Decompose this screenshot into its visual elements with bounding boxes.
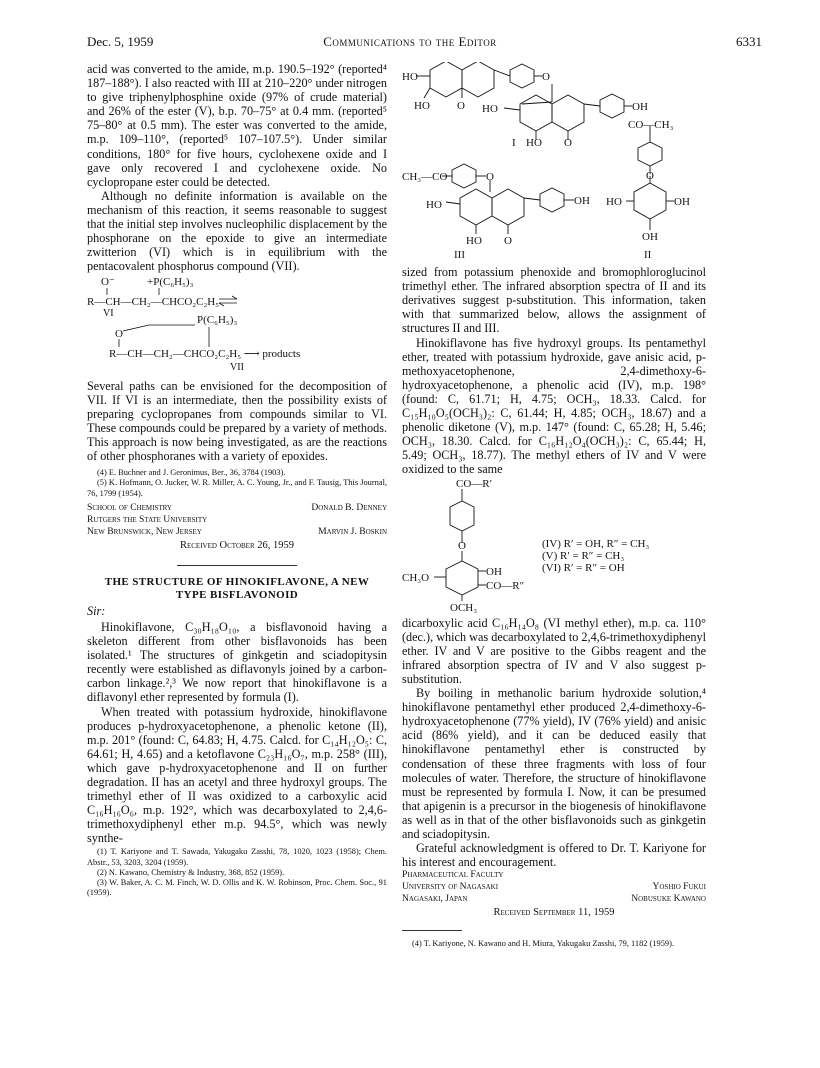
pph3-plus-label: +P(C₆H₅)₃ bbox=[147, 276, 194, 289]
salutation: Sir: bbox=[87, 603, 106, 618]
affiliation: New Brunswick, New Jersey bbox=[87, 525, 202, 537]
o-minus-label: O⁻ bbox=[101, 276, 115, 289]
left-column bbox=[87, 62, 387, 898]
article-title bbox=[87, 576, 387, 602]
article-title-line: THE STRUCTURE OF HINOKIFLAVONE, A NEW bbox=[104, 575, 370, 588]
ho-label: HO bbox=[482, 103, 498, 115]
affiliation: School of Chemistry bbox=[87, 501, 172, 513]
o-label: O bbox=[457, 100, 465, 112]
legend-iv: (IV) R′ = OH, R″ = CH₃ bbox=[542, 537, 650, 550]
o-label: O bbox=[115, 328, 123, 341]
affiliation-row bbox=[402, 869, 706, 881]
affiliation: University of Nagasaki bbox=[402, 881, 499, 893]
oh-label: OH bbox=[574, 195, 590, 207]
legend-v: (V) R′ = R″ = CH₃ bbox=[542, 549, 625, 562]
paragraph: By boiling in methanolic barium hydroxide solution,⁴ hinokiflavone pentamethyl ether produced 2,4-dimethoxy-6-hydroxyacetophenone (77% yield), IV (76% yield) and anisic acid (86% yield), and it can be deduced easily that hinokiflavone pentamethyl ether is constructed by condensation of these three fragments with loss of four molecules of water. Therefore, the structure of hinokiflavone must be represented by formula I. Now, it can be presumed that apigenin is a precursor in the biogenesis of hinokiflavone as well as in that of the other bisflavonoids such as ginkgetin and sciadopitysin. bbox=[402, 686, 706, 841]
affiliation: Nagasaki, Japan bbox=[402, 893, 468, 905]
paragraph: Although no definite information is available on the mechanism of this reaction, it seems reasonable to suggest that the initial step involves nucleophilic displacement by the phosphorane on the epoxide to give an intermediate zwitterion (VI) which is in equilibrium with the pentacovalent phosphorus compound (VII). bbox=[87, 188, 387, 274]
pph3-label: P(C₆H₅)₃ bbox=[197, 314, 238, 327]
divider bbox=[402, 930, 462, 931]
footnote: (5) K. Hofmann, O. Jucker, W. R. Miller, A. C. Young, Jr., and F. Tausig, This Journal, 76, 1799 (1954). bbox=[87, 478, 387, 498]
o-label: O bbox=[564, 137, 572, 149]
oh-label: OH bbox=[486, 565, 502, 578]
vii-formula: R—CH—CH₂—CHCO₂C₂H₅ ⟶ products bbox=[109, 348, 301, 361]
right-column bbox=[402, 62, 706, 950]
vii-label: VII bbox=[230, 361, 244, 373]
author-name: Marvin J. Boskin bbox=[318, 525, 387, 537]
paragraph: sized from potassium phenoxide and bromophloroglucinol trimethyl ether. The infrared absorption spectra of II and its derivatives suggest p-substitution. This information, taken with that summarized below, allows the assignment of structures II and III. bbox=[402, 265, 706, 336]
o-label: O bbox=[542, 71, 550, 83]
footnote: (4) T. Kariyone, N. Kawano and H. Miura, Yakugaku Zasshi, 79, 1182 (1959). bbox=[412, 939, 674, 949]
oh-label: OH bbox=[632, 101, 648, 113]
author-name: Donald B. Denney bbox=[311, 501, 387, 513]
o-label: O bbox=[458, 539, 466, 552]
label-iii: III bbox=[454, 249, 465, 261]
affiliation-row bbox=[87, 502, 387, 514]
co-ch3-label: CO—CH₃ bbox=[628, 119, 674, 131]
reaction-scheme-vi-vii bbox=[87, 273, 387, 361]
affiliation-row bbox=[87, 526, 387, 538]
ho-label: HO bbox=[466, 235, 482, 247]
ho-label: HO bbox=[606, 196, 622, 208]
ho-label: HO bbox=[526, 137, 542, 149]
footnote: (1) T. Kariyone and T. Sawada, Yakugaku Zasshi, 78, 1020, 1023 (1958); Chem. Abstr., 53, 3203, 3204 (1959). bbox=[87, 847, 387, 867]
label-i: I bbox=[512, 137, 516, 149]
ho-label: HO bbox=[402, 71, 418, 83]
paragraph: acid was converted to the amide, m.p. 190.5–192° (reported⁴ 187–188°). I also reacted with III at 210–220° under nitrogen to give triphenylphosphine oxide (97% of crude material) and 26% of the ester (V), b.p. 70–75° at 0.4 mm. (reported⁵ 75–80° at 0.5 mm). The ester was converted to the amide, m.p. 109–110°, (reported⁵ 107–107.5°). Under similar conditions, 180° for five hours, cyclohexene oxide and I gave only recovered I and cyclohexene oxide. No cyclopropane ester could be detected. bbox=[87, 62, 387, 189]
affiliation-row bbox=[402, 881, 706, 893]
header-title: Communications to the Editor bbox=[323, 34, 497, 49]
legend-vi: (VI) R′ = R″ = OH bbox=[542, 561, 625, 574]
vi-formula: R—CH—CH₂—CHCO₂C₂H₅ bbox=[87, 296, 220, 309]
divider bbox=[177, 565, 297, 566]
ho-label: HO bbox=[414, 100, 430, 112]
o-label: O bbox=[486, 171, 494, 183]
footnote: (3) W. Baker, A. C. M. Finch, W. D. Ollis and K. W. Robinson, Proc. Chem. Soc., 91 (1959). bbox=[87, 878, 387, 898]
co-r2-label: CO—R″ bbox=[486, 579, 525, 592]
footnote: (4) E. Buchner and J. Geronimus, Ber., 36, 3784 (1903). bbox=[97, 468, 286, 478]
paragraph: Hinokiflavone, C₃₀H₁₈O₁₀, a bisflavonoid having a skeleton different from other bisflavonoids has been isolated.¹ The structures of ginkgetin and sciadopitysin recently were established as diflavonyls joined by a carbon-carbon linkage.²,³ We now report that hinokiflavone is a diflavonyl ether represented by formula (I). bbox=[87, 619, 387, 705]
header-page-number: 6331 bbox=[736, 34, 762, 49]
paragraph: Grateful acknowledgment is offered to Dr. T. Kariyone for his interest and encouragement. bbox=[402, 841, 706, 870]
o-label: O bbox=[646, 170, 654, 182]
footnote: (2) N. Kawano, Chemistry & Industry, 368, 852 (1959). bbox=[97, 867, 285, 877]
paragraph: Hinokiflavone has five hydroxyl groups. Its pentamethyl ether, treated with potassium hydroxide, gave anisic acid, p-methoxyacetophenone, 2,4-dimethoxy-6-hydroxyacetophenone, a phenolic acid (IV), m.p. 198° (found: C, 61.71; H, 4.75; OCH₃, 18.33. Calcd. for C₁₅H₁₀O₅(OCH₃)₂: C, 61.44; H, 4.85; OCH₃, 18.67) and a phenolic diketone (V), m.p. 147° (found: C, 65.28; H, 5.46; OCH₃, 18.30. Calcd. for C₁₆H₁₂O₄(OCH₃)₂: C, 65.44; H, 5.49; OCH₃, 18.77). The methyl ethers of IV and V were oxidized to the same bbox=[402, 335, 706, 477]
affiliation: Rutgers the State University bbox=[87, 513, 208, 525]
structures-iv-v-vi bbox=[402, 477, 706, 613]
article-title-line: TYPE BISFLAVONOID bbox=[175, 588, 299, 601]
co-r1-label: CO—R′ bbox=[456, 477, 493, 490]
author-name: Yoshio Fukui bbox=[652, 881, 706, 893]
affiliation-row bbox=[87, 514, 387, 526]
paragraph: Several paths can be envisioned for the decomposition of VII. If VI is an intermediate, then the possibility exists of preparing cyclopropanes from compounds similar to VI. These compounds could be prepared by a variety of methods. This approach is now being investigated, as are the reactions of other phosphoranes with a variety of epoxides. bbox=[87, 378, 387, 464]
structures-i-ii-iii bbox=[402, 62, 706, 262]
och3-label: OCH₃ bbox=[450, 601, 478, 613]
o-label: O bbox=[504, 235, 512, 247]
paragraph: When treated with potassium hydroxide, hinokiflavone produces p-hydroxyacetophenone, a phenolic ketone (II), m.p. 201° (found: C, 64.83; H, 4.75. Calcd. for C₁₄H₁₂O₅: C, 64.61; H, 4.65) and a ketoflavone C₂₃H₁₆O₇, m.p. 258° (III), which gave p-hydroxyacetophenone and II on further degradation. II has an acetyl and three hydroxyl groups. The trimethyl ether of II was oxidized to a carboxylic acid C₁₆H₁₆O₆, m.p. 192°, which was decarboxylated to 2,4,6-trimethoxydiphenyl ether m.p. 94.5°, which was newly synthe- bbox=[87, 704, 387, 846]
author-name: Nobusuke Kawano bbox=[631, 893, 706, 905]
vi-label: VI bbox=[103, 308, 114, 320]
ch3-co-label: CH₃—CO bbox=[402, 171, 448, 183]
received-date: Received September 11, 1959 bbox=[493, 907, 615, 919]
oh-label: OH bbox=[674, 196, 690, 208]
paragraph: dicarboxylic acid C₁₆H₁₄O₈ (VI methyl ether), m.p. ca. 110° (dec.), which was decarboxylated to 2,4,6-trimethoxydiphenyl ether. IV and V are positive to the Gibbs reagent and the infrared absorption spectra of IV and V also suggest p-substitution. bbox=[402, 615, 706, 686]
received-date: Received October 26, 1959 bbox=[179, 539, 294, 551]
affiliation-row bbox=[402, 893, 706, 905]
label-ii: II bbox=[644, 249, 652, 261]
ch3o-label: CH₃O bbox=[402, 571, 430, 584]
affiliation: Pharmaceutical Faculty bbox=[402, 869, 504, 881]
oh-label: OH bbox=[642, 231, 658, 243]
ho-label: HO bbox=[426, 199, 442, 211]
header-date: Dec. 5, 1959 bbox=[87, 34, 154, 49]
